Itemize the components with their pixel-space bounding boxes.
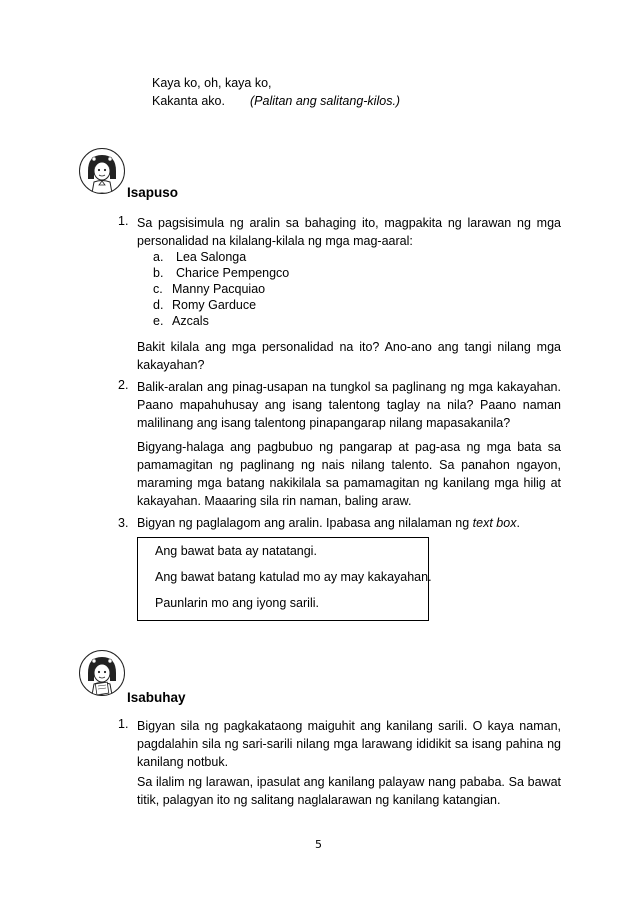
item-number: 1.: [118, 717, 129, 731]
list-item-letter: a.: [153, 250, 164, 264]
isapuso-item-3-text-main: Bigyan ng paglalagom ang aralin. Ipabasa ang nilalaman ng: [137, 516, 473, 530]
intro-line-1: Kaya ko, oh, kaya ko,: [152, 76, 272, 90]
list-item: Lea Salonga: [176, 250, 247, 264]
intro-line-2: Kakanta ako.: [152, 94, 225, 108]
list-item: Romy Garduce: [172, 298, 257, 312]
text-box-line: Paunlarin mo ang iyong sarili.: [155, 596, 319, 610]
isapuso-item-2-text: Balik-aralan ang pinag-usapan na tungkol sa paglinang ng mga kakayahan. Paano mapahuhusay ang isang talentong taglay na nila? Paano naman malilinang ang isang talentong pinapangarap nilang mapasakanila?: [137, 380, 561, 430]
item-number: 2.: [118, 378, 129, 392]
list-item-letter: c.: [153, 282, 163, 296]
text-box-line: Ang bawat batang katulad mo ay may kakayahan.: [155, 570, 432, 584]
list-item-letter: e.: [153, 314, 164, 328]
item-number: 1.: [118, 214, 129, 228]
girl-holding-paper-icon: [79, 650, 125, 696]
isapuso-item-2-text2: Bigyang-halaga ang pagbubuo ng pangarap at pag-asa ng mga bata sa pamamagitan ng paglinang ng nais nilang talento. Sa panahon ngayon, maraming mga batang nakikilala sa pamamagitan ng kanilang mga hilig at kakayahan. Maaaring sila rin naman, baling araw.: [137, 440, 561, 508]
page-number: 5: [315, 838, 322, 851]
isapuso-item-3-text: [137, 516, 520, 530]
isabuhay-item-1-text: Bigyan sila ng pagkakataong maiguhit ang kanilang sarili. O kaya naman, pagdalahin sila ng sari-sarili nilang mga larawang ididikit sa isang pahina ng kanilang notbuk.: [137, 719, 561, 769]
section-title-isapuso: Isapuso: [127, 185, 179, 200]
girl-hands-clasped-icon: [79, 148, 125, 194]
list-item: Azcals: [172, 314, 209, 328]
list-item-letter: b.: [153, 266, 164, 280]
list-item: Manny Pacquiao: [172, 282, 266, 296]
isapuso-item-1-text: Sa pagsisimula ng aralin sa bahaging ito, magpakita ng larawan ng mga personalidad na kilalang-kilala ng mga mag-aaral:: [137, 216, 561, 248]
list-item: Charice Pempengco: [176, 266, 290, 280]
intro-note: (Palitan ang salitang-kilos.): [250, 94, 401, 108]
summary-text-box: [137, 537, 432, 621]
text-box-line: Ang bawat bata ay natatangi.: [155, 544, 317, 558]
list-item-letter: d.: [153, 298, 164, 312]
isapuso-item-3-text-end: .: [516, 516, 520, 530]
isabuhay-item-1-text2: Sa ilalim ng larawan, ipasulat ang kanilang palayaw nang pababa. Sa bawat titik, palagyan ito ng salitang naglalarawan ng kanilang katangian.: [137, 775, 561, 807]
section-title-isabuhay: Isabuhay: [127, 690, 186, 705]
isapuso-item-3-text-italic: text box: [472, 516, 517, 530]
isapuso-item-1-question: Bakit kilala ang mga personalidad na ito? Ano-ano ang tangi nilang mga kakayahan?: [137, 340, 561, 372]
item-number: 3.: [118, 516, 129, 530]
